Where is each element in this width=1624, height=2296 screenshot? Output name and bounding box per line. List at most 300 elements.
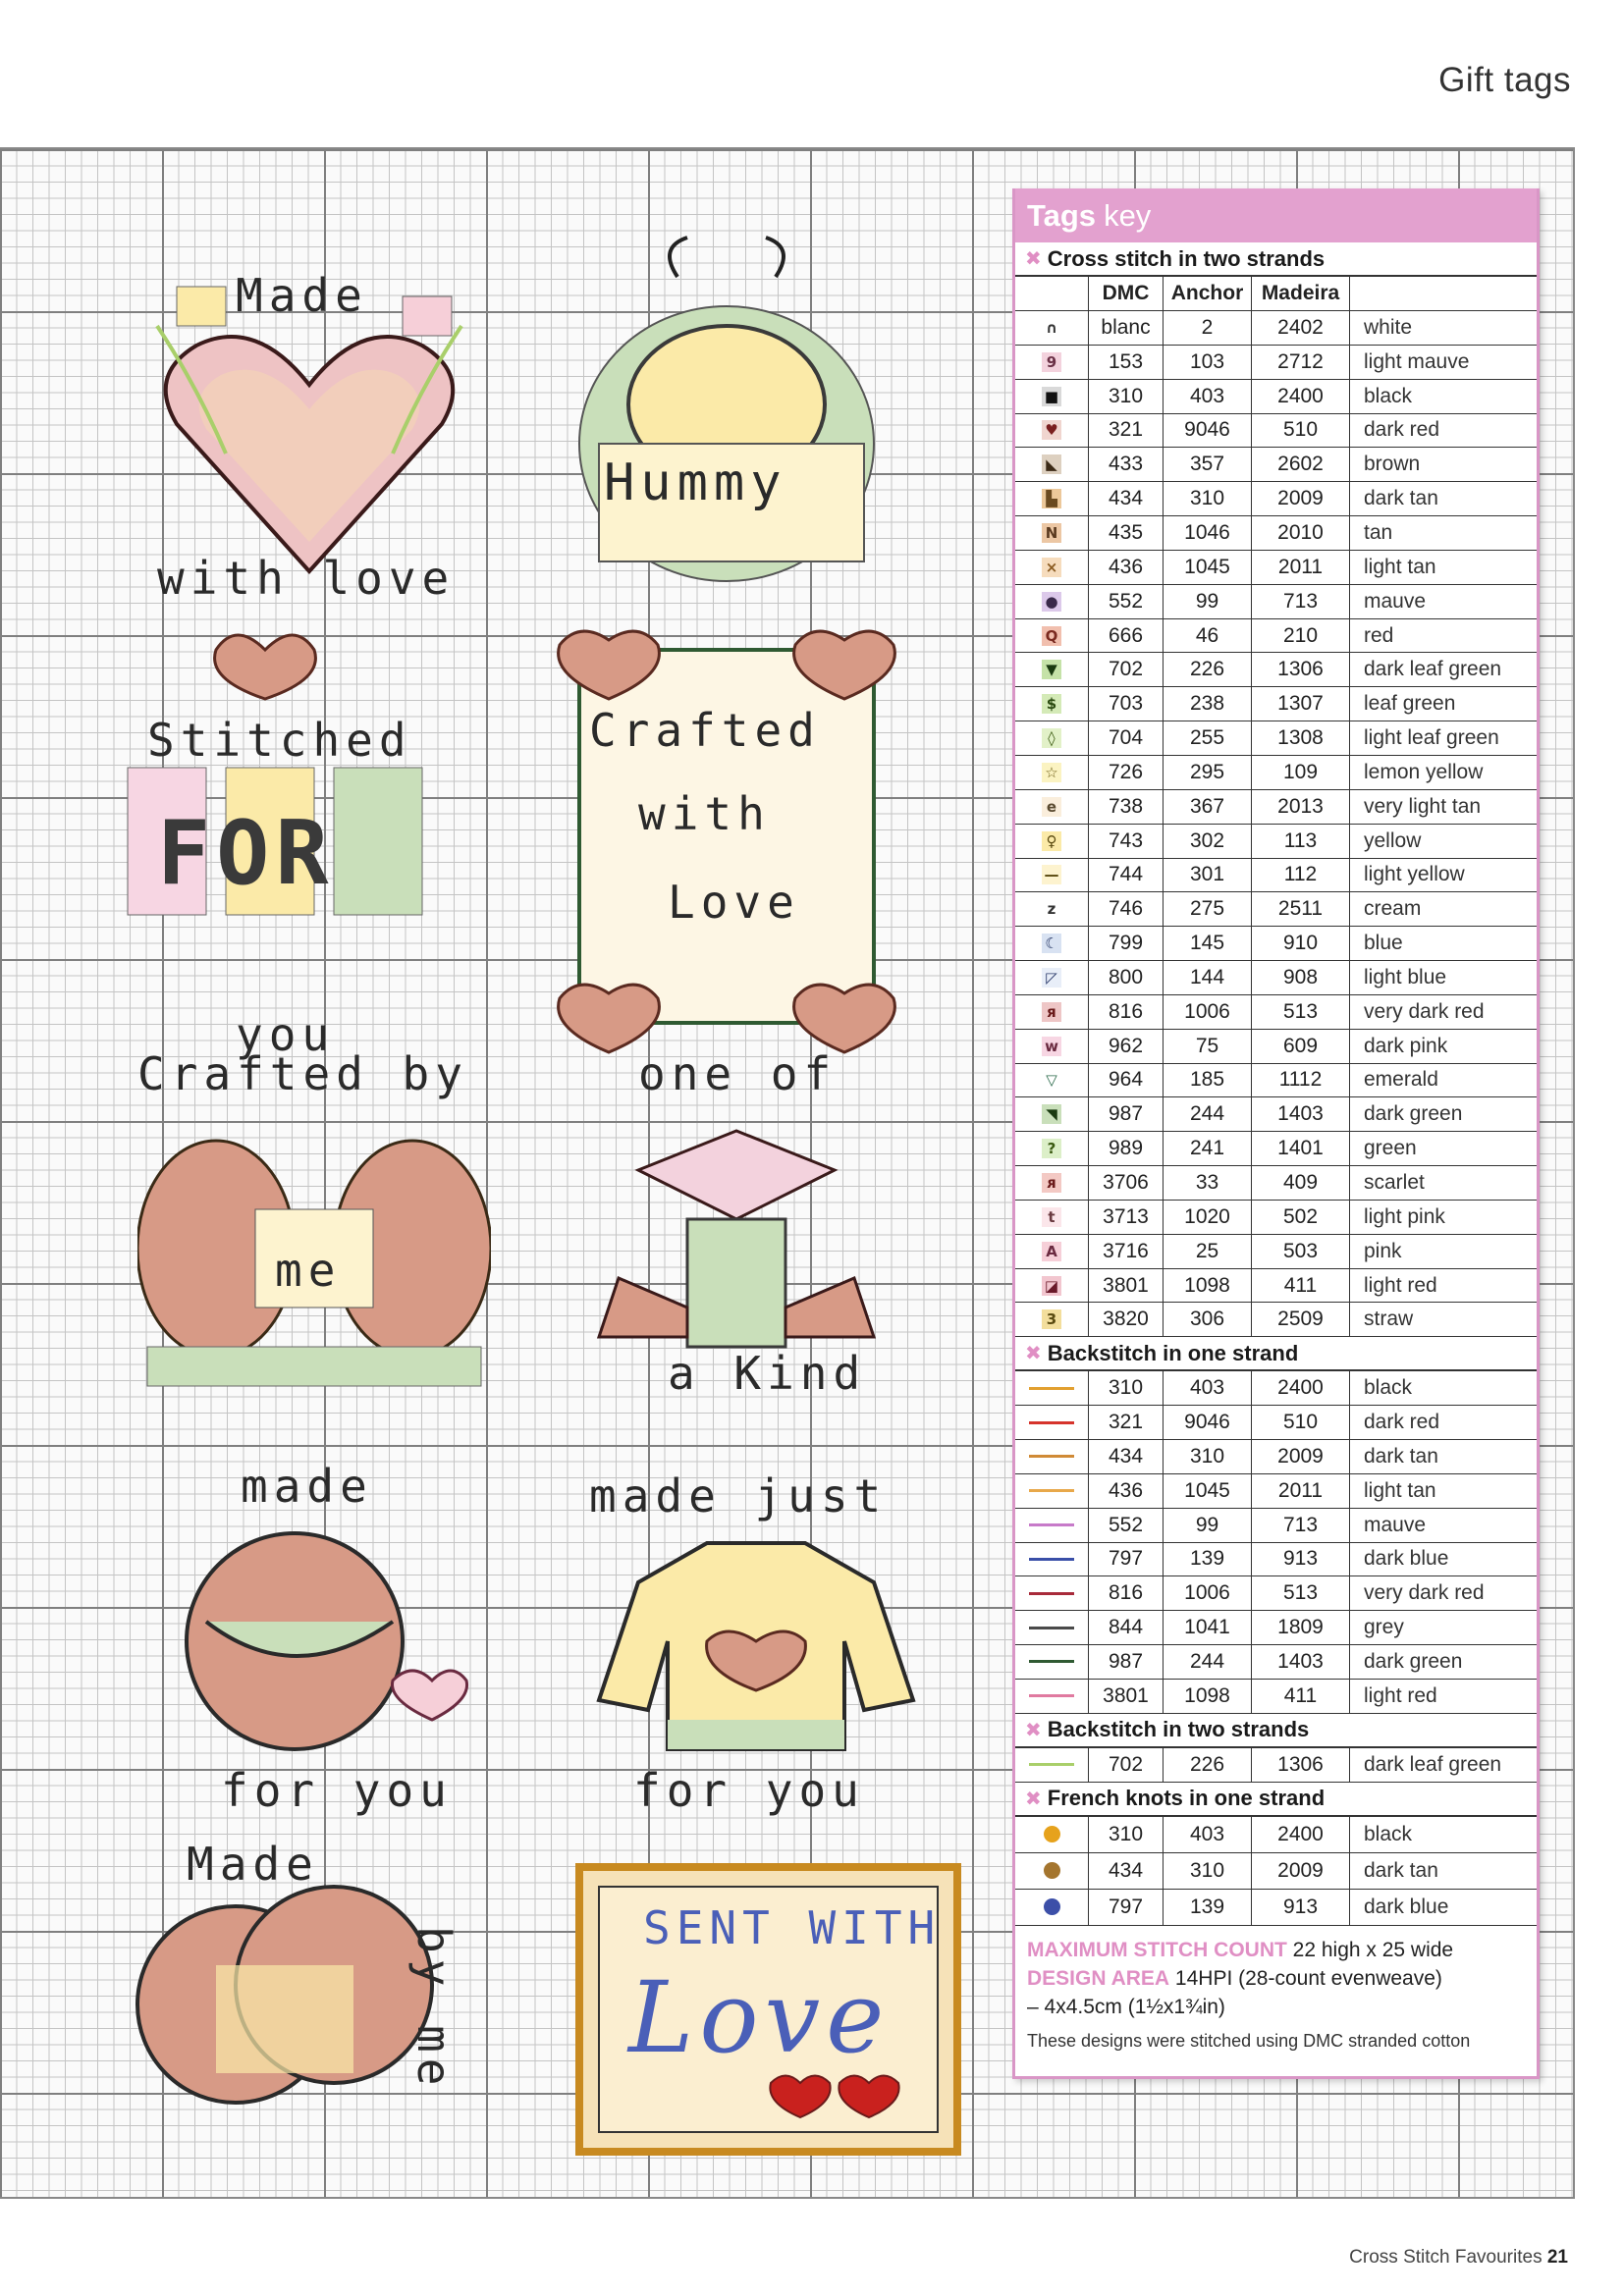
key-colour-name: dark blue [1364, 1547, 1449, 1571]
key-symbol-cell [1015, 1406, 1089, 1439]
key-dmc: 797 [1089, 1890, 1164, 1925]
max-stitch-value: 22 high x 25 wide [1292, 1938, 1454, 1961]
backstitch-line-icon [1029, 1455, 1074, 1458]
key-dmc: 310 [1089, 1371, 1164, 1405]
key-colour-name: scarlet [1364, 1171, 1425, 1195]
key-symbol-cell [1015, 448, 1089, 481]
key-symbol-cell [1015, 1748, 1089, 1782]
key-row [1015, 687, 1537, 721]
key-symbol-cell [1015, 551, 1089, 584]
key-colour-name: dark tan [1364, 1858, 1438, 1882]
page-header: Gift tags [1438, 61, 1571, 99]
stitch-symbol-icon: ◊ [1042, 728, 1061, 748]
key-row [1015, 927, 1537, 961]
key-symbol-cell [1015, 756, 1089, 789]
key-row [1015, 1474, 1537, 1509]
motif-one-of-text: one of [638, 1047, 838, 1100]
key-madeira: 513 [1252, 995, 1350, 1029]
key-colour-name: green [1364, 1137, 1417, 1160]
key-madeira: 1306 [1252, 1748, 1350, 1782]
key-row [1015, 1235, 1537, 1269]
key-symbol-cell [1015, 1611, 1089, 1644]
stitch-symbol-icon: ◥ [1042, 1104, 1061, 1124]
col-anchor: Anchor [1164, 277, 1252, 310]
key-dmc: 433 [1089, 448, 1164, 481]
key-madeira: 910 [1252, 927, 1350, 960]
key-symbol-cell [1015, 1890, 1089, 1925]
key-colour-name: white [1364, 315, 1413, 339]
key-colour-name: light mauve [1364, 349, 1470, 373]
key-row [1015, 448, 1537, 482]
key-row [1015, 1440, 1537, 1474]
key-dmc: 434 [1089, 1440, 1164, 1473]
key-anchor: 1098 [1164, 1269, 1252, 1303]
key-madeira: 510 [1252, 1406, 1350, 1439]
tags-key-panel [1012, 188, 1540, 2079]
col-name [1350, 277, 1537, 310]
motif-made-text: Made [236, 269, 368, 322]
key-colour-name: yellow [1364, 828, 1422, 852]
key-symbol-cell [1015, 687, 1089, 721]
key-row [1015, 585, 1537, 619]
key-madeira: 210 [1252, 619, 1350, 653]
key-madeira: 1112 [1252, 1064, 1350, 1097]
key-symbol-cell [1015, 1371, 1089, 1405]
key-row [1015, 825, 1537, 859]
backstitch-line-icon [1029, 1421, 1074, 1424]
key-dmc: 666 [1089, 619, 1164, 653]
key-colour-name: very dark red [1364, 999, 1485, 1023]
key-colour-name: very dark red [1364, 1581, 1485, 1605]
key-dmc: 3716 [1089, 1235, 1164, 1268]
key-dmc: 743 [1089, 825, 1164, 858]
key-madeira: 503 [1252, 1235, 1350, 1268]
french-knot-icon [1044, 1826, 1060, 1842]
key-row [1015, 653, 1537, 687]
magazine-name: Cross Stitch Favourites [1349, 2247, 1543, 2268]
motif-with-text: with [638, 787, 771, 840]
page-number: 21 [1546, 2247, 1568, 2268]
key-anchor: 33 [1164, 1166, 1252, 1200]
key-row [1015, 859, 1537, 893]
key-footer [1015, 1926, 1537, 2065]
key-row [1015, 1303, 1537, 1337]
key-row [1015, 1371, 1537, 1406]
key-madeira: 113 [1252, 825, 1350, 858]
key-anchor: 275 [1164, 892, 1252, 926]
french-knot-icon [1044, 1862, 1060, 1879]
key-madeira: 109 [1252, 756, 1350, 789]
key-symbol-cell [1015, 1269, 1089, 1303]
key-symbol-cell [1015, 585, 1089, 618]
motif-by-me-text: by me [407, 1926, 460, 2092]
key-symbol-cell [1015, 653, 1089, 686]
cross-icon: ✖ [1025, 1788, 1042, 1810]
key-anchor: 255 [1164, 721, 1252, 755]
key-dmc: 3713 [1089, 1201, 1164, 1234]
stitch-symbol-icon: 3 [1042, 1309, 1061, 1329]
key-anchor: 295 [1164, 756, 1252, 789]
motif-hummy-text: Hummy [604, 454, 787, 512]
section-cross-stitch [1015, 242, 1537, 277]
stitch-symbol-icon: ● [1042, 592, 1061, 612]
key-symbol-cell [1015, 1303, 1089, 1336]
motif-crafted-with-love [550, 620, 903, 1072]
backstitch-line-icon [1029, 1592, 1074, 1595]
key-symbol-cell [1015, 346, 1089, 379]
col-madeira: Madeira [1252, 277, 1350, 310]
stitch-symbol-icon: ▼ [1042, 660, 1061, 679]
max-stitch-count [1027, 1936, 1525, 1964]
cross-icon: ✖ [1025, 248, 1042, 270]
key-symbol-cell [1015, 1235, 1089, 1268]
section-back-one-label: Backstitch in one strand [1047, 1340, 1299, 1365]
stitch-symbol-icon: × [1042, 558, 1061, 577]
key-symbol-cell [1015, 790, 1089, 824]
stitch-symbol-icon: $ [1042, 694, 1061, 714]
stitch-symbol-icon: Q [1042, 626, 1061, 646]
key-symbol-cell [1015, 927, 1089, 960]
motif-for-text: FOR [157, 802, 335, 905]
key-title-bold: Tags [1027, 197, 1097, 233]
stitch-symbol-icon: ☆ [1042, 763, 1061, 782]
key-row [1015, 892, 1537, 927]
key-anchor: 1046 [1164, 516, 1252, 550]
stitch-symbol-icon: ■ [1042, 387, 1061, 406]
key-row [1015, 1132, 1537, 1166]
key-dmc: 726 [1089, 756, 1164, 789]
key-dmc: 989 [1089, 1132, 1164, 1165]
key-dmc: 962 [1089, 1030, 1164, 1063]
key-dmc: 153 [1089, 346, 1164, 379]
key-dmc: 797 [1089, 1543, 1164, 1576]
key-anchor: 241 [1164, 1132, 1252, 1165]
key-symbol-cell [1015, 1132, 1089, 1165]
key-colour-name: light leaf green [1364, 726, 1499, 750]
key-colour-name: light tan [1364, 1478, 1436, 1502]
key-madeira: 609 [1252, 1030, 1350, 1063]
key-dmc: 738 [1089, 790, 1164, 824]
key-anchor: 103 [1164, 346, 1252, 379]
motif-a-kind-text: a Kind [668, 1347, 867, 1400]
key-dmc: 964 [1089, 1064, 1164, 1097]
key-row [1015, 1748, 1537, 1783]
key-madeira: 2009 [1252, 1440, 1350, 1473]
key-row [1015, 1064, 1537, 1098]
motif-love-script-text: Love [628, 1960, 891, 2075]
key-symbol-cell [1015, 1030, 1089, 1063]
motif-one-of-a-kind [579, 1042, 893, 1415]
key-madeira: 713 [1252, 1509, 1350, 1542]
key-madeira: 2011 [1252, 551, 1350, 584]
key-madeira: 1307 [1252, 687, 1350, 721]
backstitch-line-icon [1029, 1660, 1074, 1663]
key-colour-name: mauve [1364, 1513, 1427, 1536]
key-anchor: 310 [1164, 1440, 1252, 1473]
key-row [1015, 1576, 1537, 1611]
key-title [1015, 188, 1537, 242]
french-knot-rows [1015, 1817, 1537, 1926]
col-symbol [1015, 277, 1089, 310]
key-anchor: 2 [1164, 311, 1252, 345]
key-row [1015, 1166, 1537, 1201]
key-anchor: 139 [1164, 1543, 1252, 1576]
key-dmc: 704 [1089, 721, 1164, 755]
stitch-symbol-icon: ◸ [1042, 968, 1061, 988]
key-row [1015, 482, 1537, 516]
backstitch-line-icon [1029, 1387, 1074, 1390]
key-colour-name: light pink [1364, 1204, 1445, 1228]
key-dmc: blanc [1089, 311, 1164, 345]
key-madeira: 2010 [1252, 516, 1350, 550]
section-backstitch-two [1015, 1714, 1537, 1748]
stitch-symbol-icon: ▽ [1042, 1070, 1061, 1090]
motif-made-small-text: made [241, 1460, 373, 1513]
motif-bee-hummy [550, 208, 903, 620]
key-dmc: 321 [1089, 1406, 1164, 1439]
key-madeira: 913 [1252, 1890, 1350, 1925]
key-colour-name: light yellow [1364, 863, 1465, 886]
key-colour-name: mauve [1364, 589, 1427, 613]
key-symbol-cell [1015, 619, 1089, 653]
key-colour-name: dark tan [1364, 487, 1438, 510]
backstitch-line-icon [1029, 1489, 1074, 1492]
col-dmc: DMC [1089, 277, 1164, 310]
key-dmc: 816 [1089, 995, 1164, 1029]
key-colour-name: black [1364, 384, 1413, 407]
key-colour-name: pink [1364, 1239, 1402, 1262]
stitch-symbol-icon: z [1042, 899, 1061, 919]
key-dmc: 746 [1089, 892, 1164, 926]
key-symbol-cell [1015, 995, 1089, 1029]
key-row [1015, 551, 1537, 585]
backstitch-line-icon [1029, 1694, 1074, 1697]
key-row [1015, 756, 1537, 790]
key-colour-name: tan [1364, 520, 1393, 544]
key-anchor: 367 [1164, 790, 1252, 824]
key-row [1015, 1269, 1537, 1304]
key-madeira: 1401 [1252, 1132, 1350, 1165]
key-dmc: 800 [1089, 961, 1164, 994]
key-symbol-cell [1015, 1576, 1089, 1610]
section-french-label: French knots in one strand [1047, 1786, 1326, 1811]
key-anchor: 306 [1164, 1303, 1252, 1336]
key-symbol-cell [1015, 721, 1089, 755]
key-row [1015, 995, 1537, 1030]
key-colour-name: dark leaf green [1364, 658, 1502, 681]
key-madeira: 411 [1252, 1680, 1350, 1713]
stitch-symbol-icon: ᴙ [1042, 1173, 1061, 1193]
key-dmc: 703 [1089, 687, 1164, 721]
section-backstitch-one [1015, 1337, 1537, 1371]
key-anchor: 145 [1164, 927, 1252, 960]
key-dmc: 552 [1089, 585, 1164, 618]
key-anchor: 403 [1164, 380, 1252, 413]
key-colour-name: dark red [1364, 1411, 1440, 1434]
stitch-symbol-icon: ◣ [1042, 454, 1061, 474]
key-symbol-cell [1015, 1509, 1089, 1542]
key-symbol-cell [1015, 1543, 1089, 1576]
key-colour-name: cream [1364, 897, 1422, 921]
design-area-label: DESIGN AREA [1027, 1966, 1170, 1990]
bee-motif-graphic [550, 208, 903, 620]
key-anchor: 75 [1164, 1030, 1252, 1063]
stitch-symbol-icon: ∩ [1042, 318, 1061, 338]
key-madeira: 2602 [1252, 448, 1350, 481]
backstitch-one-rows [1015, 1371, 1537, 1713]
key-madeira: 513 [1252, 1576, 1350, 1610]
key-anchor: 1020 [1164, 1201, 1252, 1234]
motif-made-by-text: Made [187, 1838, 319, 1891]
key-madeira: 2013 [1252, 790, 1350, 824]
key-symbol-cell [1015, 1474, 1089, 1508]
key-note: These designs were stitched using DMC stranded cotton [1027, 2030, 1471, 2051]
key-madeira: 2011 [1252, 1474, 1350, 1508]
key-row [1015, 1853, 1537, 1890]
key-anchor: 139 [1164, 1890, 1252, 1925]
cross-icon: ✖ [1025, 1719, 1042, 1741]
motif-stitched-for-you [118, 620, 442, 1082]
key-madeira: 908 [1252, 961, 1350, 994]
key-dmc: 434 [1089, 1853, 1164, 1889]
key-madeira: 913 [1252, 1543, 1350, 1576]
stitch-symbol-icon: e [1042, 797, 1061, 817]
key-symbol-cell [1015, 380, 1089, 413]
key-anchor: 238 [1164, 687, 1252, 721]
key-anchor: 99 [1164, 585, 1252, 618]
frame-motif-graphic [550, 620, 903, 1072]
key-colour-name: light tan [1364, 555, 1436, 578]
key-colour-name: light red [1364, 1273, 1437, 1297]
key-title-light: key [1104, 197, 1152, 233]
key-dmc: 702 [1089, 653, 1164, 686]
key-madeira: 1403 [1252, 1645, 1350, 1679]
backstitch-two-rows [1015, 1748, 1537, 1783]
key-dmc: 3820 [1089, 1303, 1164, 1336]
stitch-symbol-icon: N [1042, 523, 1061, 543]
key-row [1015, 1817, 1537, 1853]
key-colour-name: light red [1364, 1683, 1437, 1707]
key-row [1015, 1097, 1537, 1132]
key-anchor: 302 [1164, 825, 1252, 858]
key-row [1015, 1611, 1537, 1645]
key-colour-name: very light tan [1364, 794, 1482, 818]
key-symbol-cell [1015, 892, 1089, 926]
key-anchor: 9046 [1164, 1406, 1252, 1439]
key-colour-name: black [1364, 1376, 1413, 1400]
key-anchor: 99 [1164, 1509, 1252, 1542]
key-colour-name: black [1364, 1822, 1413, 1845]
key-madeira: 409 [1252, 1166, 1350, 1200]
key-madeira: 2402 [1252, 311, 1350, 345]
key-dmc: 435 [1089, 516, 1164, 550]
motif-made-with-love [137, 208, 481, 620]
motif-crafted-by-text: Crafted by [137, 1047, 468, 1100]
key-anchor: 1098 [1164, 1680, 1252, 1713]
stitch-symbol-icon: w [1042, 1037, 1061, 1056]
stitch-symbol-icon: ◪ [1042, 1276, 1061, 1296]
key-symbol-cell [1015, 1064, 1089, 1097]
key-anchor: 403 [1164, 1371, 1252, 1405]
key-anchor: 1045 [1164, 1474, 1252, 1508]
page-footer [1349, 2247, 1568, 2269]
section-cross-label: Cross stitch in two strands [1047, 245, 1326, 271]
key-dmc: 434 [1089, 482, 1164, 515]
key-colour-name: dark green [1364, 1102, 1463, 1126]
key-anchor: 46 [1164, 619, 1252, 653]
key-row [1015, 1645, 1537, 1680]
key-colour-name: dark red [1364, 418, 1440, 442]
key-madeira: 2712 [1252, 346, 1350, 379]
key-colour-name: grey [1364, 1616, 1404, 1639]
key-symbol-cell [1015, 1817, 1089, 1852]
key-colour-name: straw [1364, 1308, 1414, 1331]
key-symbol-cell [1015, 414, 1089, 448]
motif-for-you-2-text: for you [633, 1764, 865, 1817]
key-symbol-cell [1015, 482, 1089, 515]
key-dmc: 3706 [1089, 1166, 1164, 1200]
design-size: – 4x4.5cm (1½x1¾in) [1027, 1995, 1225, 2018]
backstitch-line-icon [1029, 1627, 1074, 1629]
key-symbol-cell [1015, 1440, 1089, 1473]
motif-made-just-text: made just [589, 1469, 888, 1522]
stitch-symbol-icon: t [1042, 1207, 1061, 1227]
key-madeira: 713 [1252, 585, 1350, 618]
key-row [1015, 516, 1537, 551]
key-dmc: 702 [1089, 1748, 1164, 1782]
stitch-symbol-icon: ▙ [1042, 489, 1061, 508]
key-madeira: 1809 [1252, 1611, 1350, 1644]
key-row [1015, 1509, 1537, 1543]
key-anchor: 1041 [1164, 1611, 1252, 1644]
key-dmc: 816 [1089, 1576, 1164, 1610]
key-madeira: 112 [1252, 859, 1350, 892]
stitch-symbol-icon: ? [1042, 1139, 1061, 1158]
motif-love-text: Love [668, 876, 800, 929]
key-anchor: 403 [1164, 1817, 1252, 1852]
backstitch-line-icon [1029, 1523, 1074, 1526]
key-colour-name: light blue [1364, 965, 1447, 988]
key-madeira: 502 [1252, 1201, 1350, 1234]
key-symbol-cell [1015, 311, 1089, 345]
key-row [1015, 721, 1537, 756]
key-colour-name: dark green [1364, 1649, 1463, 1673]
key-madeira: 2400 [1252, 1371, 1350, 1405]
motif-with-love-text: with love [157, 552, 456, 605]
key-row [1015, 1406, 1537, 1440]
cross-stitch-rows [1015, 311, 1537, 1337]
key-madeira: 2009 [1252, 1853, 1350, 1889]
key-dmc: 799 [1089, 927, 1164, 960]
key-row [1015, 380, 1537, 414]
key-colour-name: dark blue [1364, 1895, 1449, 1918]
key-dmc: 3801 [1089, 1680, 1164, 1713]
key-anchor: 310 [1164, 482, 1252, 515]
key-madeira: 2400 [1252, 1817, 1350, 1852]
backstitch-line-icon [1029, 1763, 1074, 1766]
key-dmc: 3801 [1089, 1269, 1164, 1303]
section-back-two-label: Backstitch in two strands [1047, 1717, 1310, 1742]
stitch-symbol-icon: ♥ [1042, 420, 1061, 440]
key-symbol-cell [1015, 1201, 1089, 1234]
key-dmc: 310 [1089, 380, 1164, 413]
key-madeira: 510 [1252, 414, 1350, 448]
key-madeira: 1403 [1252, 1097, 1350, 1131]
section-french-knots [1015, 1783, 1537, 1817]
stitch-symbol-icon: — [1042, 865, 1061, 884]
key-symbol-cell [1015, 961, 1089, 994]
key-symbol-cell [1015, 1166, 1089, 1200]
